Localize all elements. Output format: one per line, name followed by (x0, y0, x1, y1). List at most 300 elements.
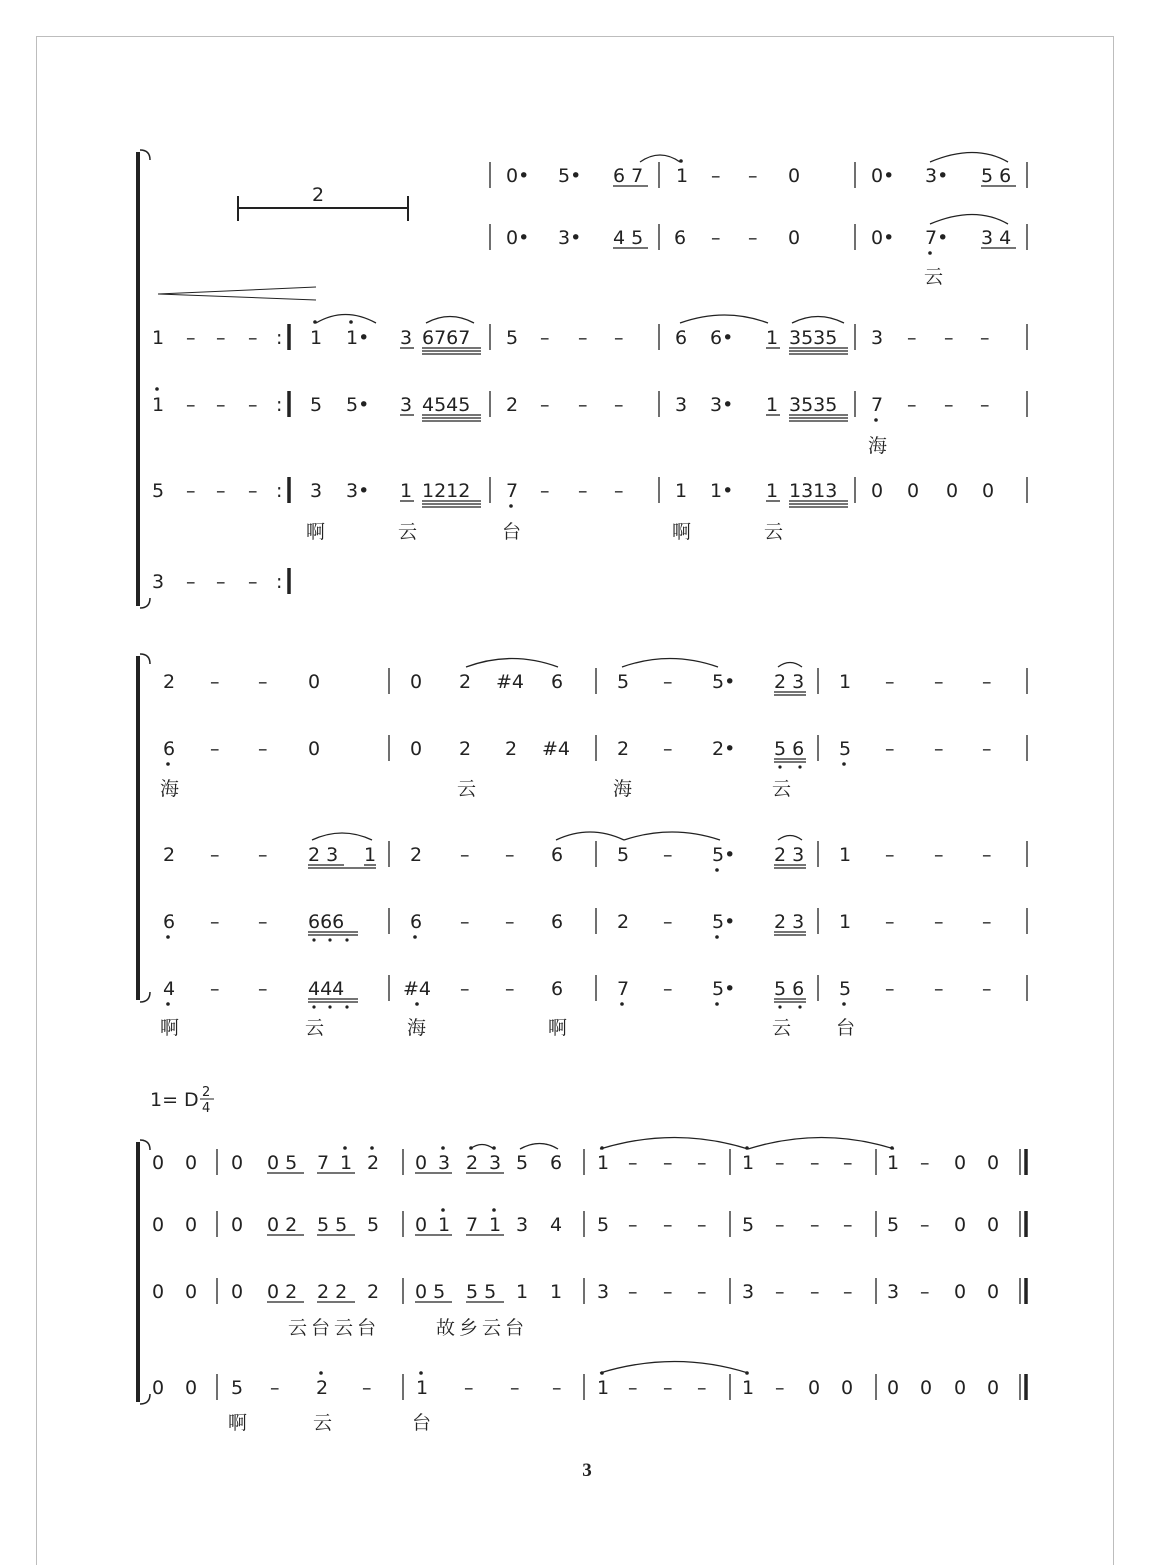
svg-text:–: – (843, 1152, 853, 1174)
svg-text:5 5: 5 5 (317, 1214, 348, 1236)
svg-text:–: – (907, 394, 917, 416)
svg-text:0: 0 (987, 1152, 1000, 1174)
lyric: 云 (772, 1017, 792, 1039)
lyric: 故乡云台 (436, 1317, 529, 1339)
lyrics-row (288, 1317, 528, 1339)
svg-text:5 6: 5 6 (774, 978, 805, 1000)
svg-text:–: – (907, 327, 917, 349)
svg-text:5: 5 (152, 480, 165, 502)
row-notes (506, 227, 1011, 255)
page-number: 3 (582, 1460, 592, 1481)
svg-text:0: 0 (946, 480, 959, 502)
lyric: 台 (412, 1412, 432, 1434)
svg-text:–: – (505, 911, 515, 933)
row-notes (163, 671, 992, 693)
svg-text:–: – (270, 1377, 280, 1399)
row-notes (163, 911, 992, 942)
svg-text:0: 0 (185, 1281, 198, 1303)
svg-text:0: 0 (808, 1377, 821, 1399)
svg-text:–: – (210, 671, 220, 693)
row-notes (152, 480, 994, 508)
svg-text:0: 0 (982, 480, 995, 502)
svg-text:–: – (210, 978, 220, 1000)
svg-text:–: – (663, 1152, 673, 1174)
lyric: 云 (398, 521, 418, 543)
svg-text:5: 5 (310, 394, 323, 416)
svg-text:–: – (843, 1214, 853, 1236)
svg-text:0: 0 (152, 1281, 165, 1303)
svg-text:–: – (775, 1281, 785, 1303)
svg-text:6: 6 (550, 1152, 563, 1174)
svg-text:5: 5 (367, 1214, 380, 1236)
svg-text:5 5: 5 5 (466, 1281, 497, 1303)
system-3-bracket (138, 1140, 150, 1404)
svg-text:–: – (460, 844, 470, 866)
svg-text:–: – (248, 394, 258, 416)
svg-text:0: 0 (152, 1152, 165, 1174)
lyrics-row (160, 778, 791, 800)
svg-text:3: 3 (310, 480, 323, 502)
svg-text:0•: 0• (506, 165, 530, 187)
svg-text:–: – (505, 978, 515, 1000)
svg-text:3: 3 (675, 394, 688, 416)
svg-text:5•: 5• (712, 844, 736, 866)
svg-text:–: – (934, 911, 944, 933)
svg-text:1: 1 (742, 1152, 755, 1174)
svg-text:1212: 1212 (422, 480, 471, 502)
svg-text:1: 1 (675, 480, 688, 502)
svg-text:0: 0 (987, 1377, 1000, 1399)
svg-text:#4: #4 (403, 978, 432, 1000)
svg-text:1: 1 (839, 911, 852, 933)
svg-text:4: 4 (163, 978, 176, 1000)
svg-text:1: 1 (597, 1377, 610, 1399)
svg-text:0: 0 (415, 1214, 428, 1236)
svg-text:–: – (216, 327, 226, 349)
svg-text:2: 2 (410, 844, 423, 866)
svg-text:3: 3 (152, 571, 165, 593)
lyric: 云 (457, 778, 477, 800)
svg-text:–: – (775, 1152, 785, 1174)
svg-text:0: 0 (987, 1214, 1000, 1236)
svg-text:1: 1 (489, 1214, 502, 1236)
staff-row (389, 735, 1027, 762)
svg-text:3: 3 (516, 1214, 529, 1236)
row-notes (152, 1371, 999, 1399)
svg-text:2: 2 (316, 1377, 329, 1399)
svg-text:3•: 3• (346, 480, 370, 502)
svg-text:–: – (362, 1377, 372, 1399)
svg-text:1: 1 (516, 1281, 529, 1303)
system-1 (138, 150, 1027, 608)
svg-text:–: – (944, 394, 954, 416)
svg-text:3: 3 (400, 394, 413, 416)
svg-text:–: – (843, 1281, 853, 1303)
lyric: 海 (868, 435, 888, 457)
svg-text:–: – (248, 327, 258, 349)
svg-text:444: 444 (308, 978, 345, 1000)
svg-text:–: – (885, 978, 895, 1000)
svg-text:–: – (216, 571, 226, 593)
key-signature-label: 1= D (150, 1089, 199, 1111)
svg-text:6: 6 (551, 978, 564, 1000)
svg-text:–: – (540, 327, 550, 349)
svg-text:0: 0 (871, 480, 884, 502)
row-notes (152, 1208, 999, 1236)
svg-text:1: 1 (438, 1214, 451, 1236)
staff-row (389, 659, 1027, 696)
lyric: 云 (305, 1017, 325, 1039)
svg-text::: : (276, 571, 283, 593)
svg-text:2: 2 (459, 738, 472, 760)
svg-text:0 2: 0 2 (267, 1214, 298, 1236)
svg-text:0 5: 0 5 (267, 1152, 298, 1174)
svg-text:2: 2 (367, 1281, 380, 1303)
svg-text:2: 2 (163, 671, 176, 693)
svg-text:0•: 0• (506, 227, 530, 249)
multi-rest-count: 2 (311, 184, 325, 206)
svg-text:5: 5 (516, 1152, 529, 1174)
svg-text:0: 0 (231, 1152, 244, 1174)
svg-text:0: 0 (415, 1152, 428, 1174)
svg-text:1: 1 (887, 1152, 900, 1174)
svg-text:–: – (663, 844, 673, 866)
svg-text:0: 0 (308, 671, 321, 693)
svg-text:–: – (810, 1281, 820, 1303)
lyric: 台 (502, 521, 522, 543)
svg-text:–: – (614, 327, 624, 349)
svg-text:–: – (540, 480, 550, 502)
lyric: 啊 (672, 521, 692, 543)
svg-text:5: 5 (231, 1377, 244, 1399)
svg-text:2 2: 2 2 (317, 1281, 348, 1303)
svg-text:–: – (934, 738, 944, 760)
lyric: 云 (764, 521, 784, 543)
svg-text:2: 2 (459, 671, 472, 693)
svg-text:–: – (628, 1377, 638, 1399)
svg-text:–: – (982, 844, 992, 866)
svg-text:0: 0 (920, 1377, 933, 1399)
svg-text:0 5: 0 5 (415, 1281, 446, 1303)
svg-text:0: 0 (887, 1377, 900, 1399)
svg-text:6: 6 (410, 911, 423, 933)
svg-text:0: 0 (410, 738, 423, 760)
svg-text:5: 5 (617, 844, 630, 866)
svg-text:–: – (775, 1377, 785, 1399)
svg-text:3: 3 (489, 1152, 502, 1174)
svg-text:–: – (614, 480, 624, 502)
svg-text:–: – (982, 978, 992, 1000)
svg-text:–: – (258, 844, 268, 866)
svg-text:5: 5 (617, 671, 630, 693)
staff-row (217, 1362, 1026, 1401)
svg-text:0: 0 (152, 1377, 165, 1399)
svg-text:2•: 2• (712, 738, 736, 760)
svg-text:0: 0 (185, 1377, 198, 1399)
svg-text:–: – (944, 327, 954, 349)
svg-text:–: – (578, 480, 588, 502)
svg-text:0: 0 (231, 1214, 244, 1236)
svg-text:1: 1 (742, 1377, 755, 1399)
svg-text:6: 6 (675, 327, 688, 349)
svg-text:1: 1 (550, 1281, 563, 1303)
svg-text:–: – (711, 165, 721, 187)
svg-text:0: 0 (185, 1214, 198, 1236)
svg-text:1•: 1• (346, 327, 370, 349)
svg-text:–: – (934, 844, 944, 866)
svg-text:–: – (920, 1214, 930, 1236)
svg-text:2 3: 2 3 (308, 844, 339, 866)
lyric: 云 (313, 1412, 333, 1434)
lyric: 海 (160, 778, 180, 800)
svg-text:1: 1 (839, 671, 852, 693)
svg-text:7: 7 (466, 1214, 479, 1236)
svg-text:5: 5 (887, 1214, 900, 1236)
svg-text:5 6: 5 6 (774, 738, 805, 760)
svg-text:0: 0 (185, 1152, 198, 1174)
svg-text:5: 5 (597, 1214, 610, 1236)
svg-text::: : (276, 327, 283, 349)
svg-text:2: 2 (505, 738, 518, 760)
svg-text:–: – (982, 671, 992, 693)
svg-text:5: 5 (839, 738, 852, 760)
svg-text:–: – (186, 327, 196, 349)
svg-text:–: – (934, 671, 944, 693)
svg-text:2 3: 2 3 (774, 911, 805, 933)
svg-text:–: – (885, 844, 895, 866)
svg-text:–: – (248, 571, 258, 593)
lyrics-row (160, 1017, 855, 1039)
svg-text:6767: 6767 (422, 327, 471, 349)
svg-text:1: 1 (340, 1152, 353, 1174)
svg-text:–: – (697, 1152, 707, 1174)
lyric: 云 (772, 778, 792, 800)
row-notes (152, 320, 990, 349)
svg-text::: : (276, 480, 283, 502)
svg-text:4: 4 (550, 1214, 563, 1236)
row-notes (163, 844, 992, 872)
svg-text:3: 3 (742, 1281, 755, 1303)
svg-text:–: – (711, 227, 721, 249)
svg-text:0: 0 (231, 1281, 244, 1303)
svg-text:0: 0 (954, 1214, 967, 1236)
svg-text:–: – (663, 1377, 673, 1399)
svg-text:–: – (663, 738, 673, 760)
svg-text:–: – (810, 1152, 820, 1174)
svg-text:3•: 3• (558, 227, 582, 249)
svg-text:–: – (505, 844, 515, 866)
svg-text:5•: 5• (712, 978, 736, 1000)
svg-text:7: 7 (871, 394, 884, 416)
svg-text:–: – (628, 1281, 638, 1303)
svg-text:0•: 0• (871, 165, 895, 187)
svg-text:5•: 5• (712, 911, 736, 933)
svg-text:–: – (775, 1214, 785, 1236)
key-signature (150, 1085, 214, 1116)
row-notes (163, 738, 992, 769)
svg-text:3•: 3• (710, 394, 734, 416)
svg-text:3: 3 (887, 1281, 900, 1303)
svg-text:3: 3 (871, 327, 884, 349)
svg-text:–: – (510, 1377, 520, 1399)
svg-text:7•: 7• (925, 227, 949, 249)
svg-text:5: 5 (506, 327, 519, 349)
svg-text:3: 3 (400, 327, 413, 349)
lyric: 啊 (548, 1017, 568, 1039)
svg-text:–: – (460, 911, 470, 933)
svg-text:2: 2 (506, 394, 519, 416)
svg-text:666: 666 (308, 911, 345, 933)
svg-text:–: – (697, 1281, 707, 1303)
svg-text:1: 1 (152, 327, 165, 349)
svg-text:–: – (552, 1377, 562, 1399)
svg-text:0: 0 (410, 671, 423, 693)
svg-text:2: 2 (367, 1152, 380, 1174)
svg-text:–: – (460, 978, 470, 1000)
svg-text:1: 1 (766, 394, 779, 416)
svg-text:4545: 4545 (422, 394, 471, 416)
svg-text:6: 6 (163, 738, 176, 760)
svg-text:–: – (663, 978, 673, 1000)
svg-text:–: – (920, 1281, 930, 1303)
svg-text:5: 5 (742, 1214, 755, 1236)
svg-text:1: 1 (766, 327, 779, 349)
svg-text:–: – (210, 738, 220, 760)
time-signature-numerator: 2 (202, 1085, 211, 1100)
lyric: 海 (407, 1017, 427, 1039)
svg-text:0: 0 (841, 1377, 854, 1399)
svg-text:0: 0 (954, 1152, 967, 1174)
svg-text:–: – (982, 911, 992, 933)
svg-text:–: – (210, 844, 220, 866)
svg-text:7: 7 (317, 1152, 330, 1174)
svg-text:–: – (258, 911, 268, 933)
svg-text:6•: 6• (710, 327, 734, 349)
svg-text:3535: 3535 (789, 327, 838, 349)
svg-text:5: 5 (839, 978, 852, 1000)
svg-text:–: – (216, 394, 226, 416)
svg-text:–: – (578, 327, 588, 349)
svg-text:–: – (663, 911, 673, 933)
svg-text:1: 1 (416, 1377, 429, 1399)
row-notes (152, 387, 990, 422)
svg-text:–: – (697, 1377, 707, 1399)
svg-text:–: – (663, 671, 673, 693)
svg-text:–: – (920, 1152, 930, 1174)
lyric: 云 (924, 266, 944, 288)
svg-text:–: – (258, 978, 268, 1000)
svg-text:–: – (210, 911, 220, 933)
svg-text:–: – (980, 327, 990, 349)
row-notes (163, 978, 992, 1009)
svg-text:6: 6 (551, 911, 564, 933)
svg-text:–: – (186, 394, 196, 416)
svg-text:0: 0 (152, 1214, 165, 1236)
svg-text:–: – (885, 671, 895, 693)
svg-text:0: 0 (308, 738, 321, 760)
lyrics-row (228, 1412, 431, 1434)
svg-text:2: 2 (617, 911, 630, 933)
svg-text:0: 0 (954, 1377, 967, 1399)
svg-text:#4: #4 (542, 738, 571, 760)
svg-text:7: 7 (506, 480, 519, 502)
system-3 (138, 1138, 1026, 1435)
svg-text:–: – (748, 227, 758, 249)
svg-text:6: 6 (551, 844, 564, 866)
svg-text:–: – (614, 394, 624, 416)
svg-text:–: – (982, 738, 992, 760)
svg-text:0•: 0• (871, 227, 895, 249)
svg-text:–: – (748, 165, 758, 187)
svg-text:3: 3 (438, 1152, 451, 1174)
svg-text:–: – (186, 480, 196, 502)
svg-text:2 3: 2 3 (774, 671, 805, 693)
svg-text:3•: 3• (925, 165, 949, 187)
svg-text:–: – (934, 978, 944, 1000)
svg-text:0 2: 0 2 (267, 1281, 298, 1303)
svg-text:–: – (663, 1214, 673, 1236)
svg-text:0: 0 (987, 1281, 1000, 1303)
svg-text:–: – (186, 571, 196, 593)
lyrics-row (306, 521, 783, 543)
row-notes (506, 159, 1011, 187)
svg-text:–: – (810, 1214, 820, 1236)
svg-text:0: 0 (788, 165, 801, 187)
svg-text:0: 0 (788, 227, 801, 249)
svg-text:2: 2 (163, 844, 176, 866)
svg-text:2: 2 (466, 1152, 479, 1174)
svg-text:#4: #4 (496, 671, 525, 693)
svg-text:–: – (980, 394, 990, 416)
svg-text:1: 1 (839, 844, 852, 866)
svg-text:2 3: 2 3 (774, 844, 805, 866)
svg-text:5 6: 5 6 (981, 165, 1012, 187)
svg-text:–: – (248, 480, 258, 502)
system-2 (138, 654, 1027, 1039)
svg-text:3535: 3535 (789, 394, 838, 416)
svg-text:1313: 1313 (789, 480, 838, 502)
svg-text::: : (276, 394, 283, 416)
svg-text:–: – (216, 480, 226, 502)
lyric: 云台云台 (288, 1317, 381, 1339)
lyric: 啊 (160, 1017, 180, 1039)
svg-text:–: – (464, 1377, 474, 1399)
svg-text:–: – (885, 911, 895, 933)
svg-text:–: – (258, 671, 268, 693)
lyric: 啊 (306, 521, 326, 543)
svg-text:1: 1 (310, 327, 323, 349)
svg-text:5•: 5• (346, 394, 370, 416)
svg-text:2: 2 (617, 738, 630, 760)
svg-text:1: 1 (676, 165, 689, 187)
svg-text:0: 0 (954, 1281, 967, 1303)
row-notes (152, 571, 282, 593)
lyric: 啊 (228, 1412, 248, 1434)
system-1-bracket (138, 150, 150, 608)
diminuendo-hairpin (158, 287, 316, 300)
time-signature-denominator: 4 (202, 1101, 211, 1116)
lyric: 海 (613, 778, 633, 800)
system-2-bracket (138, 654, 150, 1002)
svg-text:1•: 1• (710, 480, 734, 502)
lyric: 台 (836, 1017, 856, 1039)
svg-text:6: 6 (674, 227, 687, 249)
svg-text:1: 1 (152, 394, 165, 416)
staff-row (217, 1138, 1026, 1176)
svg-text:–: – (540, 394, 550, 416)
svg-text:1: 1 (597, 1152, 610, 1174)
svg-text:1: 1 (400, 480, 413, 502)
